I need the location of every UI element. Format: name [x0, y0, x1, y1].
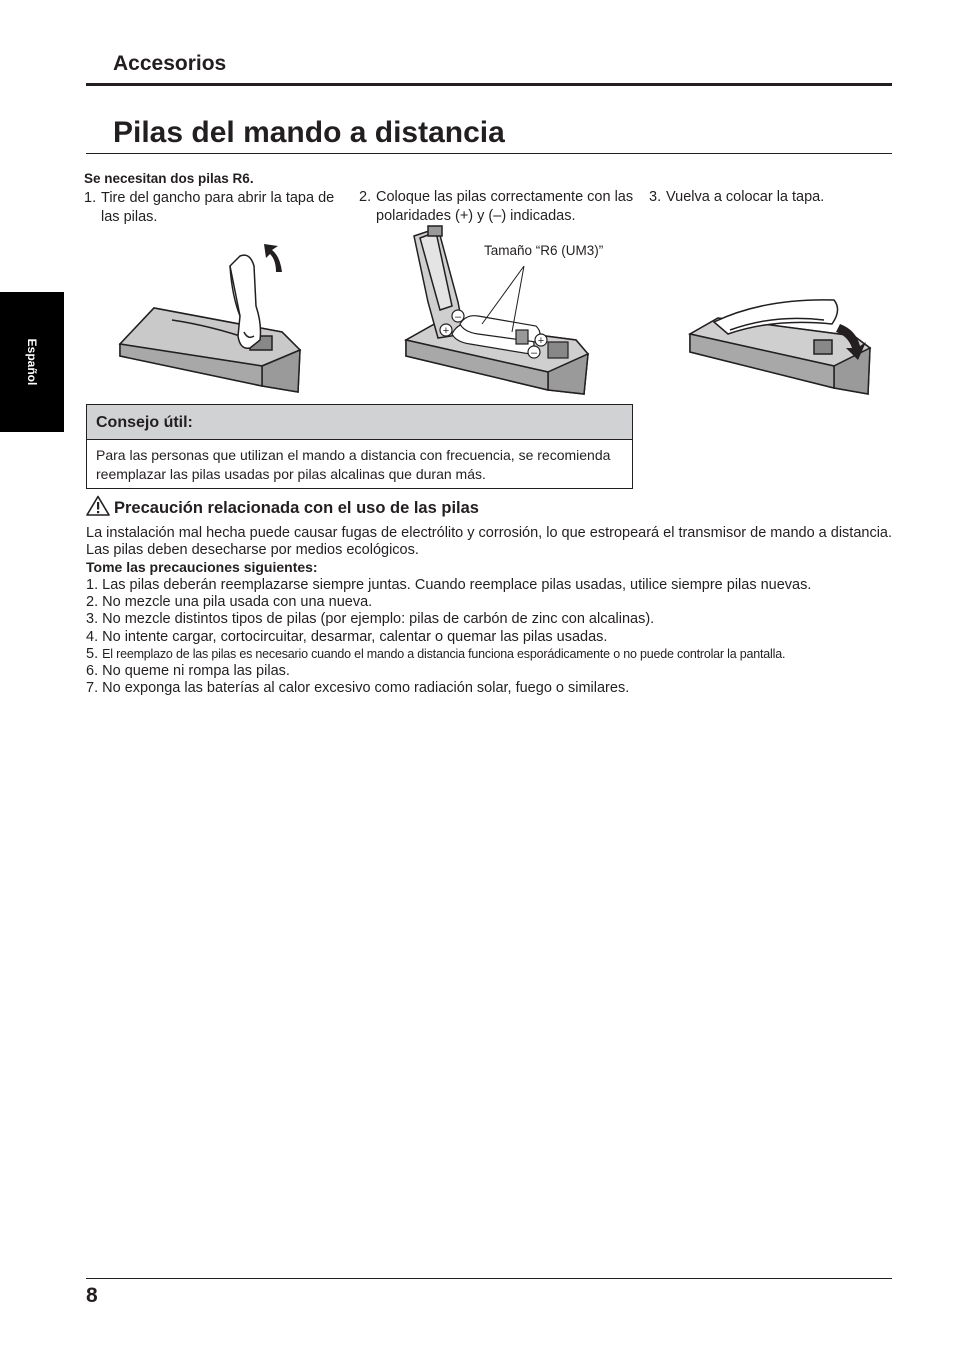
list-item: 4. No intente cargar, cortocircuitar, desarmar, calentar o quemar las pilas usadas. [86, 628, 608, 645]
step-text: Tire del gancho para abrir la tapa de las pilas. [101, 190, 335, 225]
plus-polarity-icon [440, 324, 452, 337]
svg-text:–: – [530, 347, 538, 359]
tip-box [86, 404, 633, 489]
tip-text: Para las personas que utilizan el mando a distancia con frecuencia, se recomienda reemplazar las pilas usadas por pilas alcalinas que duran más. [96, 447, 611, 482]
svg-text:+: + [537, 335, 545, 347]
section-divider [86, 83, 892, 86]
list-item: 6. No queme ni rompa las pilas. [86, 663, 290, 680]
language-label: Español [25, 338, 39, 386]
battery-size-label: Tamaño “R6 (UM3)” [484, 243, 604, 258]
battery-requirement: Se necesitan dos pilas R6. [84, 171, 254, 186]
language-side-tab [0, 292, 64, 432]
page-number: 8 [86, 1284, 98, 1307]
warning-triangle-icon [86, 495, 110, 521]
tip-header [87, 405, 632, 440]
svg-text:–: – [454, 311, 462, 323]
step-number: 3. [649, 189, 662, 205]
step-2 [359, 188, 639, 226]
plus-polarity-icon [535, 334, 547, 347]
remote-close-lid-illustration [684, 290, 876, 400]
list-item: 1. Las pilas deberán reemplazarse siempre juntas. Cuando reemplace pilas usadas, utilice siempre pilas nuevas. [86, 577, 812, 593]
lift-arrow-icon [264, 244, 282, 272]
list-item: 5. El reemplazo de las pilas es necesario cuando el mando a distancia funciona esporádicamente o no puede controlar la pantalla. [86, 645, 786, 662]
svg-text:+: + [442, 325, 450, 337]
caution-heading [86, 495, 479, 521]
list-item: 7. No exponga las baterías al calor excesivo como radiación solar, fuego o similares. [86, 680, 630, 697]
page-title: Pilas del mando a distancia [113, 116, 505, 149]
footer-divider [86, 1278, 892, 1279]
list-item: 3. No mezcle distintos tipos de pilas (por ejemplo: pilas de carbón de zinc con alcalinas). [86, 611, 655, 628]
step-3 [649, 188, 889, 207]
section-title: Accesorios [113, 52, 227, 75]
caution-subtitle: Tome las precauciones siguientes: [86, 559, 318, 575]
step-number: 2. [359, 189, 372, 205]
step-1 [84, 189, 344, 227]
remote-open-lid-illustration [112, 236, 312, 398]
caution-list [86, 577, 898, 697]
title-divider [86, 153, 892, 154]
caution-title: Precaución relacionada con el uso de las pilas [114, 499, 479, 517]
step-text: Vuelva a colocar la tapa. [666, 189, 825, 205]
tip-title: Consejo útil: [96, 414, 193, 431]
minus-polarity-icon [452, 310, 464, 323]
caution-intro: La instalación mal hecha puede causar fugas de electrólito y corrosión, lo que estropeará el transmisor de mando a distancia. Las pilas deben desecharse por medios ecológicos. [86, 525, 893, 558]
list-item: 2. No mezcle una pila usada con una nueva. [86, 594, 373, 611]
minus-polarity-icon [528, 346, 540, 359]
step-number: 1. [84, 190, 97, 206]
step-text: Coloque las pilas correctamente con las polaridades (+) y (–) indicadas. [376, 189, 634, 224]
